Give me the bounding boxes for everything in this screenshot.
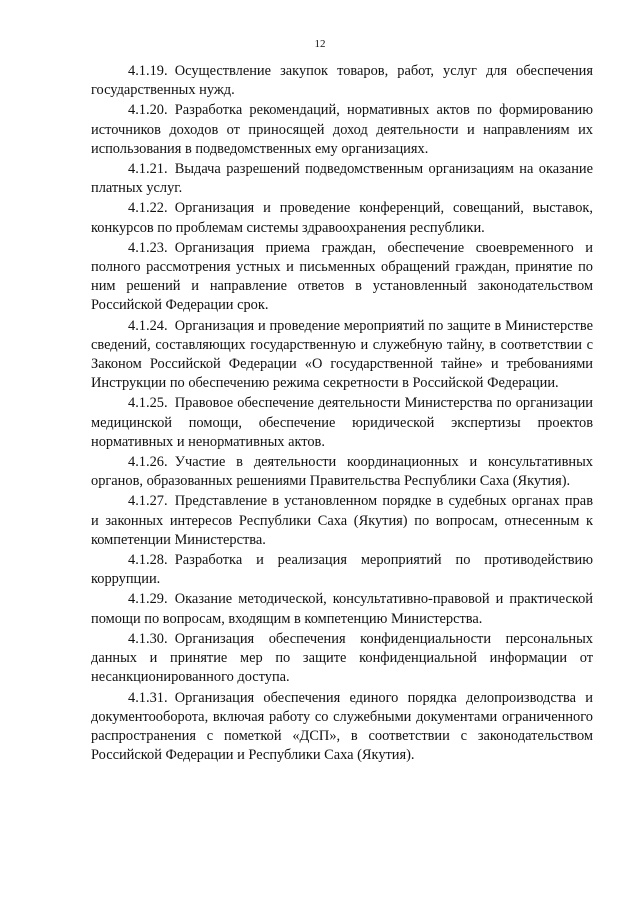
clause-text: Организация обеспечения конфиденциальности персональных данных и принятие мер по защите конфиденциальной информации от несанкционированного доступа. (91, 630, 593, 686)
clause-text: Разработка рекомендаций, нормативных актов по формированию источников доходов от приносящей доход деятельности и направлениям их использования в подведомственных ему организациях. (91, 102, 593, 157)
clause-4-1-26 (91, 453, 593, 491)
clause-4-1-24 (91, 317, 593, 394)
clause-number: 4.1.21. (128, 161, 168, 178)
clause-number: 4.1.29. (128, 591, 168, 608)
clause-number: 4.1.20. (128, 102, 168, 119)
clause-number: 4.1.26. (128, 454, 168, 471)
clause-4-1-22 (91, 199, 593, 237)
clause-text: Организация обеспечения единого порядка делопроизводства и документооборота, включая работу со служебными документами ограниченного распространения с пометкой «ДСП», в соответствии с законодательством Российской Федерации и Республики Саха (Якутия). (91, 689, 593, 764)
clause-number: 4.1.24. (128, 317, 168, 334)
clause-number: 4.1.28. (128, 552, 168, 569)
clause-4-1-31 (91, 689, 593, 766)
clause-number: 4.1.31. (128, 689, 168, 706)
clause-number: 4.1.23. (128, 239, 168, 256)
clause-text: Представление в установленном порядке в судебных органах прав и законных интересов Республики Саха (Якутия) по вопросам, отнесенным к компетенции Министерства. (91, 493, 593, 548)
clause-4-1-20 (91, 101, 593, 159)
clause-4-1-19 (91, 62, 593, 100)
clause-number: 4.1.27. (128, 493, 168, 510)
clause-text: Правовое обеспечение деятельности Министерства по организации медицинской помощи, обеспечение юридической экспертизы проектов нормативных и ненормативных актов. (91, 395, 593, 450)
clause-4-1-30 (91, 630, 593, 688)
clause-4-1-28 (91, 551, 593, 589)
clause-text: Выдача разрешений подведомственным организациям на оказание платных услуг. (91, 161, 593, 197)
clause-number: 4.1.19. (128, 63, 168, 79)
page-number: 12 (314, 38, 326, 50)
clause-number: 4.1.30. (128, 630, 168, 647)
clause-number: 4.1.22. (128, 200, 168, 217)
clause-4-1-23 (91, 239, 593, 316)
clause-text: Осуществление закупок товаров, работ, услуг для обеспечения государственных нужд. (91, 63, 593, 99)
clause-text: Организация и проведение мероприятий по защите в Министерстве сведений, составляющих государственную и служебную тайну, в соответствии с Законом Российской Федерации «О государственной тайне» и требованиями Инструкции по обеспечению режима секретности в Российской Федерации. (91, 317, 593, 392)
clause-text: Разработка и реализация мероприятий по противодействию коррупции. (91, 552, 593, 588)
document-body (91, 62, 593, 766)
clause-text: Организация приема граждан, обеспечение своевременного и полного рассмотрения устных и письменных обращений граждан, принятие по ним решений и направление ответов в установленный законодательством Российской Федерации срок. (91, 239, 593, 314)
clause-4-1-29 (91, 590, 593, 628)
clause-number: 4.1.25. (128, 395, 168, 412)
clause-4-1-21 (91, 160, 593, 198)
clause-text: Участие в деятельности координационных и консультативных органов, образованных решениями Правительства Республики Саха (Якутия). (91, 454, 593, 490)
clause-4-1-25 (91, 394, 593, 452)
clause-4-1-27 (91, 492, 593, 550)
clause-text: Организация и проведение конференций, совещаний, выставок, конкурсов по проблемам системы здравоохранения республики. (91, 200, 593, 236)
clause-text: Оказание методической, консультативно-правовой и практической помощи по вопросам, входящим в компетенцию Министерства. (91, 591, 593, 627)
